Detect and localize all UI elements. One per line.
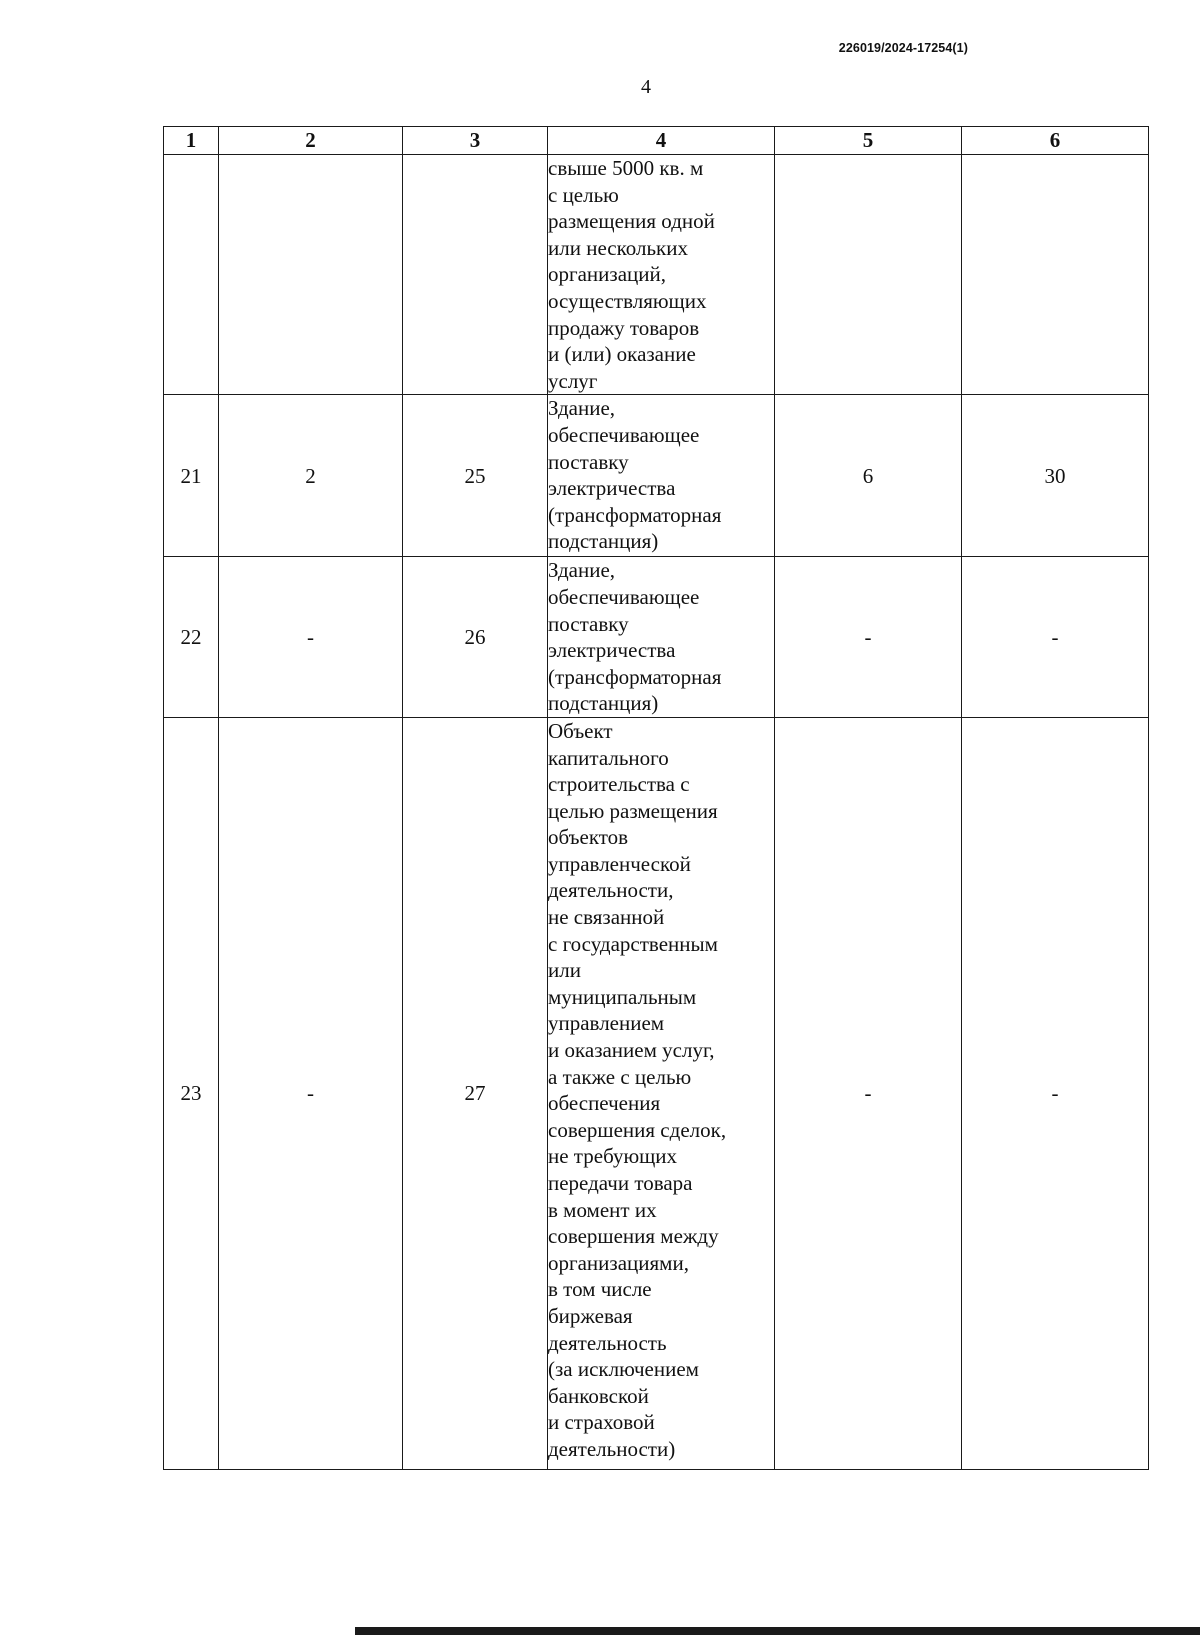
column-header-1: 1 — [164, 127, 219, 155]
description-line: или — [548, 958, 581, 983]
description-line: а также с целью — [548, 1064, 692, 1089]
description-line: управленческой — [548, 851, 691, 876]
scan-edge-bar — [355, 1627, 1200, 1635]
cell-description — [548, 717, 775, 1469]
cell-col-6: - — [962, 717, 1149, 1469]
description-line: в момент их — [548, 1197, 657, 1222]
description-line: обеспечивающее — [548, 422, 700, 447]
page-number: 4 — [641, 76, 651, 98]
description-line: электричества — [548, 476, 676, 501]
description-line: совершения между — [548, 1224, 719, 1249]
description-line: свыше 5000 кв. м — [548, 156, 704, 180]
description-line: обеспечения — [548, 1091, 661, 1116]
cell-col-2: - — [219, 717, 403, 1469]
cell-col-3 — [403, 155, 548, 395]
description-line: не связанной — [548, 905, 665, 930]
description-line: и (или) оказание — [548, 342, 696, 367]
description-line: (трансформаторная — [548, 664, 722, 689]
table-header-row — [164, 127, 1149, 155]
description-line: поставку — [548, 449, 629, 474]
column-header-4: 4 — [548, 127, 775, 155]
cell-col-6: 30 — [962, 395, 1149, 557]
description-line: с целью — [548, 182, 619, 207]
description-line: или нескольких — [548, 235, 688, 260]
description-line: и оказанием услуг, — [548, 1038, 715, 1063]
description-line: деятельности) — [548, 1436, 676, 1461]
description-line: поставку — [548, 611, 629, 636]
description-line: объектов — [548, 825, 629, 850]
description-line: организаций, — [548, 262, 666, 287]
cell-description — [548, 557, 775, 718]
description-line: в том числе — [548, 1277, 652, 1302]
description-line: Здание, — [548, 396, 616, 421]
column-header-3: 3 — [403, 127, 548, 155]
cell-number: 22 — [164, 557, 219, 718]
cell-description — [548, 395, 775, 557]
description-line: (за исключением — [548, 1357, 699, 1382]
description-line: размещения одной — [548, 209, 715, 234]
cell-number: 21 — [164, 395, 219, 557]
column-header-5: 5 — [775, 127, 962, 155]
cell-col-3: 26 — [403, 557, 548, 718]
description-line: продажу товаров — [548, 315, 700, 340]
cell-col-5: 6 — [775, 395, 962, 557]
cell-col-2 — [219, 155, 403, 395]
cell-col-6: - — [962, 557, 1149, 718]
description-line: совершения сделок, — [548, 1117, 727, 1142]
cell-col-3: 27 — [403, 717, 548, 1469]
description-line: капитального — [548, 745, 669, 770]
cell-number — [164, 155, 219, 395]
cell-description — [548, 155, 775, 395]
cell-col-5: - — [775, 557, 962, 718]
description-line: целью размещения — [548, 798, 718, 823]
description-line: подстанция) — [548, 691, 659, 716]
cell-number: 23 — [164, 717, 219, 1469]
table-row — [164, 557, 1149, 718]
cell-col-5 — [775, 155, 962, 395]
description-line: передачи товара — [548, 1171, 693, 1195]
cell-col-2: 2 — [219, 395, 403, 557]
description-line: с государственным — [548, 931, 718, 956]
cell-col-3: 25 — [403, 395, 548, 557]
description-line: деятельность — [548, 1330, 667, 1355]
description-line: и страховой — [548, 1410, 655, 1435]
description-line: осуществляющих — [548, 288, 707, 313]
description-line: подстанция) — [548, 529, 659, 554]
column-header-2: 2 — [219, 127, 403, 155]
cell-col-2: - — [219, 557, 403, 718]
table-row — [164, 155, 1149, 395]
description-line: (трансформаторная — [548, 502, 722, 527]
description-line: деятельности, — [548, 878, 674, 903]
table-row — [164, 395, 1149, 557]
description-line: Здание, — [548, 558, 616, 583]
cell-col-6 — [962, 155, 1149, 395]
document-registration-number: 226019/2024-17254(1) — [838, 41, 968, 55]
description-line: услуг — [548, 368, 598, 393]
description-line: организациями, — [548, 1250, 689, 1275]
description-line: Объект — [548, 718, 613, 743]
description-line: не требующих — [548, 1144, 678, 1169]
description-line: обеспечивающее — [548, 584, 700, 609]
cell-col-5: - — [775, 717, 962, 1469]
description-line: муниципальным — [548, 984, 697, 1009]
description-line: биржевая — [548, 1303, 633, 1328]
table-row — [164, 717, 1149, 1469]
column-header-6: 6 — [962, 127, 1149, 155]
zoning-table — [163, 126, 1149, 1470]
description-line: банковской — [548, 1383, 649, 1408]
description-line: строительства с — [548, 772, 690, 797]
description-line: управлением — [548, 1011, 665, 1036]
description-line: электричества — [548, 638, 676, 663]
